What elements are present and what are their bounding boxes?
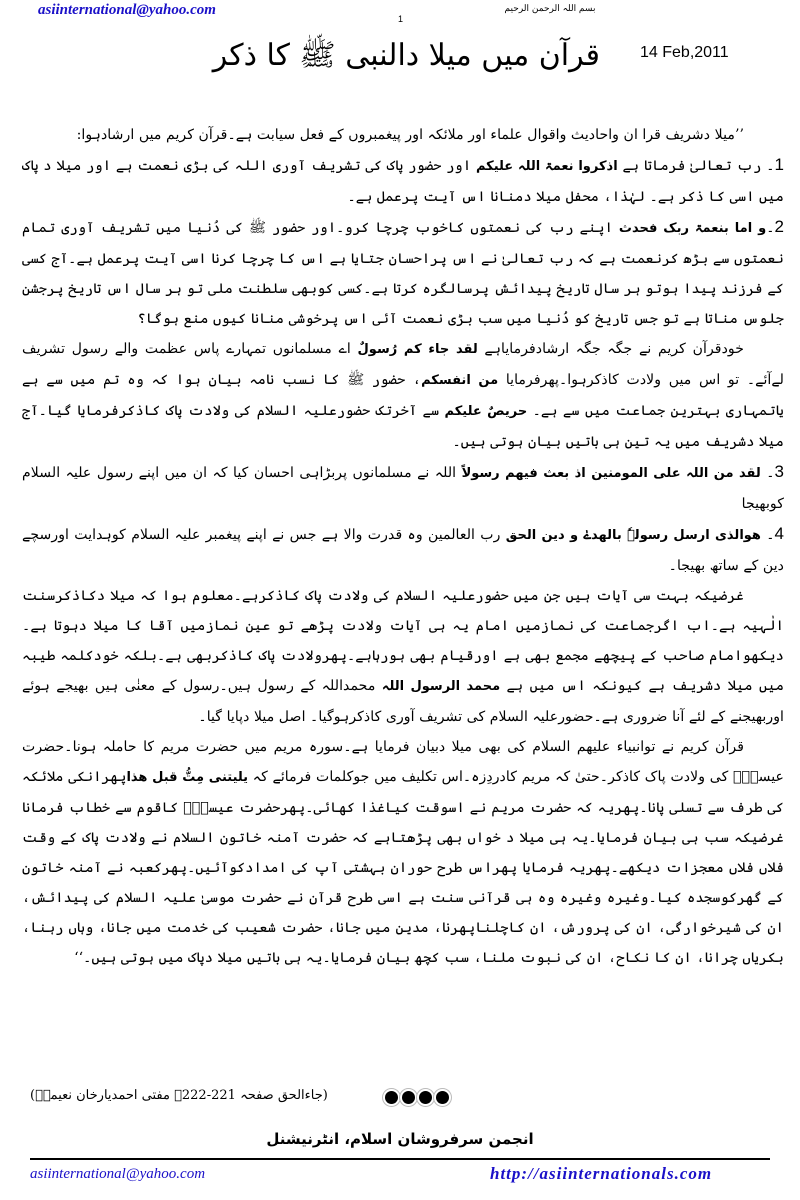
star-ornament-icon [385,1091,449,1104]
paragraph-text: قرآن کریم نے توانبیاء علیھم السلام کی بھی میلا دبیان فرمایا ہے۔سورہ مریم میں حضرت مریم کا حاملہ ہونا۔حضرت عیسیٰؑ کی ولادت پاک کاذکر۔حتیٰ کہ مریم کادردِزہ۔اس تکلیف میں جوکلمات فرمائے کہ [22,739,784,785]
page-title: قرآن میں میلا دالنبی ﷺ کا ذکر [212,38,600,73]
paragraph-text: محمداللہ کے رسول ہیں۔رسول کے معنٰی ہیں بھیجے ہوئے اوربھیجنے کے لئے آنا ضروری ہے۔حضورعلیہ السلام کی تشریف آوری کاذکرہوگیا۔ اصل میلا دپایا گیا۔ [22,678,784,725]
paragraph-text: اے مسلمانوں تمہارے پاس عظمت والے رسول تشریف لےآئے۔ تو اس میں ولادت کاذکرہوا۔پھرفرمایا [22,341,785,388]
date: 14 Feb,2011 [640,44,729,61]
quran-verse: یلیتنی مِتُّ قبل ھذا [126,770,249,785]
kalima: محمد الرسول اللہ [381,679,501,694]
star-icon [436,1091,449,1104]
bismillah: بسم اللہ الرحمن الرحیم [504,4,596,14]
item-text: ۔ رب تعالیٰ فرماتا ہے [622,158,775,174]
item-text: اپنے رب کی نعمتوں کاخوب چرچا کرو۔اور حضور ﷺ کی دُنیا میں تشریف آوری تمام نعمتوں سے بڑھ کرنعمت ہے کہ رب تعالیٰ نے اس پراحسان جتایا ہے اس کا چرچا کرنا اسی آیت پرعمل ہے۔آج کسی کے فرزند پیدا ہوتو ہر سال تاریخ پیدائش پرسالگرہ کرتا ہے۔کسی کوبھی سلطنت ملی تو ہر سال اس تاریخ پرجشن جلوس مناتا ہے تو جس تاریخ کو دُنیا میں سب بڑی نعمت آئی اس پرخوشی منانا کیوں منع ہوگا؟ [22,220,784,327]
star-icon [402,1091,415,1104]
paragraph-6 [22,732,784,973]
item-2 [22,212,784,334]
paragraph-text: غرضیکہ بہت سی آیات ہیں جن میں حضورعلیہ السلام کی ولادت پاک کاذکرہے۔معلوم ہوا کہ میلا دکاذکرسنت الٰہیہ ہے۔اب اگرجماعت کی نمازمیں امام یہ ہی آیات ولادت پڑھے تو عین نمازمیں آقا کا میلا دہوتا ہے۔دیکھوامام صاحب کے پیچھے مجمع بھی ہے اورقیام بھی ہورہاہے۔پھرولادت پاک کاذکربھی ہے۔بلکہ خودکلمہ طیبہ میں میلا دشریف ہے کیونکہ اس میں ہے [22,588,785,694]
item-text: ۔ [760,465,775,481]
footer-website-link[interactable]: http://asiinternationals.com [490,1164,713,1183]
footer-email-link[interactable]: asiinternational@yahoo.com [30,1166,206,1182]
footer-divider [30,1158,770,1160]
paragraph-3 [22,334,784,457]
quran-verse: اذکروا نعمۃ اللہ علیکم [475,159,618,174]
item-text: اور حضور پاک کی تشریف آوری اللہ کی بڑی نعمت ہے اور میلا د پاک میں اسی کا ذکر ہے۔ لہٰذا، محفل میلا دمنانا اس آیت پرعمل ہے۔ [22,158,784,205]
quran-verse: من انفسکم [421,373,499,388]
citation: (جاءالحق صفحہ 221-222۔ مفتی احمدیارخان نعیمیؒ) [30,1088,328,1103]
item-text: رب العالمین وہ قدرت والا ہے جس نے اپنے پیغمبر علیہ السلام کوہدایت اورسچے دین کے ساتھ بھیجا۔ [22,527,784,574]
intro-paragraph: ’’میلا دشریف قرا ان واحادیث واقوال علماء اور ملائکہ اور پیغمبروں کے فعل سیابت ہے۔قرآن کریم میں ارشادہوا: [76,127,744,143]
item-3 [22,457,784,519]
organization-name: انجمن سرفروشان اسلام، انٹرنیشنل [266,1130,534,1148]
quran-verse: حریصٌ علیکم [444,404,528,419]
item-number: 4 [774,524,784,543]
paragraph-text: ، حضور ﷺ کا نسب نامہ بیان ہوا کہ وہ تم میں سے ہے یاتمہاری بہترین جماعت میں سے ہے۔ [22,372,784,419]
header-email-link[interactable]: asiinternational@yahoo.com [38,2,216,18]
paragraph-5 [22,581,784,732]
item-1 [22,150,784,212]
quran-verse: ھوالذی ارسل رسولہٗ بالھدےٰ و دین الحق [505,528,761,543]
star-icon [385,1091,398,1104]
paragraph-text: پھرانکی ملائکہ کی طرف سے تسلی پانا۔پھریہ کہ حضرت مریم نے اسوقت کیاغذا کھائی۔پھرحضرت عیسیٰؑ کاقوم سے خطاب فرمانا غرضیکہ سب ہی بیان فرمایا۔یہ ہی میلا د خواں بھی پڑھتاہے کہ حضرت آمنہ خاتون السلام نے ولادت پاک کے وقت فلاں فلاں معجزات دیکھے۔پھریہ فرمایا پھراس طرح حوران بہشتی آپ کی امدادکوآئیں۔پھرکعبہ نے آمنہ خاتون کے گھرکوسجدہ کیا۔وغیرہ وغیرہ وہ ہی قرآنی سنت ہے اسی طرح قرآن نے حضرت موسیٰ علیہ السلام کی پیدائش، ان کی شیرخوارگی، ان کی پرورش، ان کاچلناپھرنا، مدین میں جانا، حضرت شعیب کی خدمت میں جانا، وہاں رہنا، بکریاں چرانا، ان کا نکاح، ان کی نبوت ملنا، سب کچھ بیان فرمایا۔یہ ہی باتیں میلا دپاک میں ہوتی ہیں۔‘‘ [22,769,784,966]
item-text: ۔ [766,220,775,236]
quran-verse: و اما بنعمۃ ربک فحدث [618,221,767,236]
item-number: 3 [774,462,784,481]
article-body [22,120,784,973]
item-text: ۔ [760,527,775,543]
paragraph-text: سے آخرتک حضورعلیہ السلام کی ولادت پاک کاذکرفرمایا گیا۔آج میلا دشریف میں یہ تین ہی باتیں بیان ہوتی ہیں۔ [22,403,784,450]
item-4 [22,519,784,581]
item-text: اللہ نے مسلمانوں پربڑاہی احسان کیا کہ ان میں اپنے رسول علیہ السلام کوبھیجا [22,465,784,512]
item-number: 2 [774,217,784,236]
quran-verse: لقد من اللہ علی المومنین اذ بعث فیھم رسولاً [461,466,761,481]
item-number: 1 [774,155,785,174]
paragraph-text: خودقرآن کریم نے جگہ جگہ ارشادفرمایاہے [477,341,744,357]
page-number: 1 [398,14,404,24]
quran-verse: لقد جاء کم رُسولٌ [357,342,478,357]
star-icon [419,1091,432,1104]
